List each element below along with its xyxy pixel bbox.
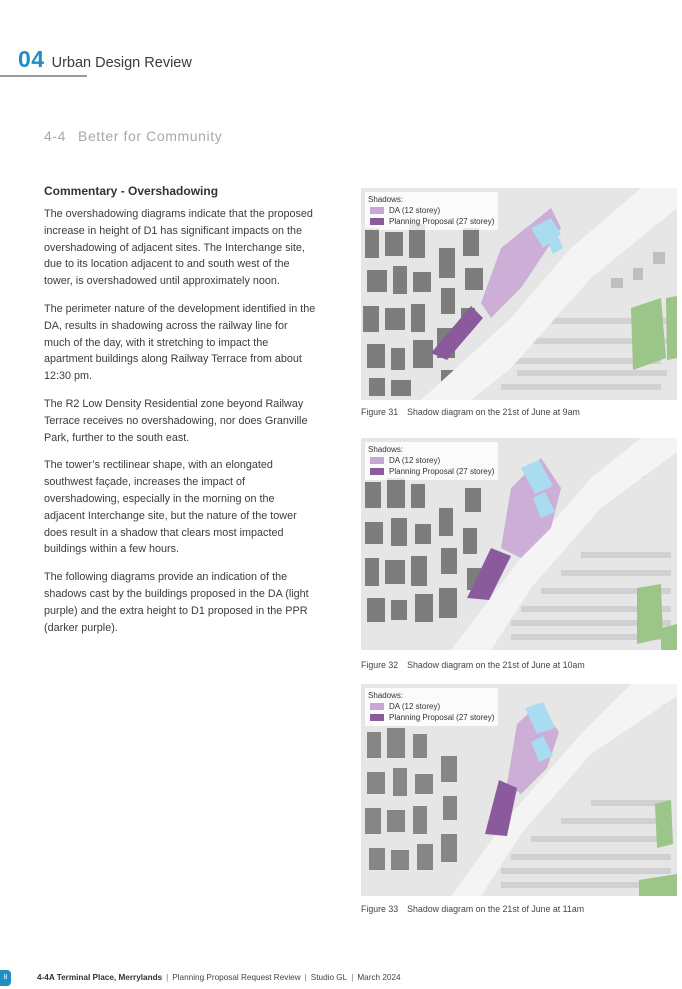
footer-separator: | <box>166 973 169 982</box>
legend-label-pp: Planning Proposal (27 storey) <box>389 713 495 722</box>
footer-author: Studio GL <box>310 973 348 982</box>
legend-title: Shadows: <box>368 195 404 204</box>
legend <box>365 688 498 726</box>
legend-label-da: DA (12 storey) <box>389 206 441 215</box>
legend-item-pp <box>370 466 494 477</box>
shadow-diagram-11am <box>361 684 677 896</box>
legend-title: Shadows: <box>368 445 404 454</box>
footer-separator: | <box>351 973 354 982</box>
footer-date: March 2024 <box>357 973 401 982</box>
figure-caption-text: Shadow diagram on the 21st of June at 11am <box>407 904 585 914</box>
figure-caption <box>361 407 580 417</box>
figure-caption <box>361 660 585 670</box>
legend-item-da <box>370 455 494 466</box>
da-swatch <box>370 457 384 464</box>
commentary-paragraph: The tower’s rectilinear shape, with an elongated southwest façade, increases the impact of overshadowing, especially in the morning on the adjacent Interchange site, but the nature of the tower does result in a shadow that clears most impacted buildings within a few hours. <box>44 459 297 556</box>
subheading-number: 4-4 <box>44 128 67 144</box>
pp-swatch <box>370 218 384 225</box>
legend-item-pp <box>370 216 494 227</box>
legend-label-pp: Planning Proposal (27 storey) <box>389 467 495 476</box>
pp-swatch <box>370 468 384 475</box>
figure-caption <box>361 904 584 914</box>
footer-text <box>37 973 401 982</box>
pp-swatch <box>370 714 384 721</box>
figure-number: Figure 32 <box>361 660 399 670</box>
subheading-title: Better for Community <box>78 128 223 144</box>
legend-item-pp <box>370 712 494 723</box>
shadow-diagram-10am <box>361 438 677 650</box>
legend-title: Shadows: <box>368 691 404 700</box>
commentary-paragraph: The R2 Low Density Residential zone beyond Railway Terrace receives no overshadowing, nor does Granville Park, further to the south east. <box>44 397 308 444</box>
figure-number: Figure 33 <box>361 904 399 914</box>
footer-document: Planning Proposal Request Review <box>172 973 301 982</box>
section-header <box>18 46 192 73</box>
figure-caption-text: Shadow diagram on the 21st of June at 10am <box>407 660 585 670</box>
legend-item-da <box>370 205 494 216</box>
commentary-paragraph: The following diagrams provide an indication of the shadows cast by the buildings proposed in the DA (light purple) and the extra height to D1 proposed in the PPR (darker purple). <box>44 571 309 634</box>
figure-number: Figure 31 <box>361 407 399 417</box>
legend-label-da: DA (12 storey) <box>389 456 441 465</box>
legend-label-da: DA (12 storey) <box>389 702 441 711</box>
commentary-paragraph: The overshadowing diagrams indicate that the proposed increase in height of D1 has significant impacts on the overshadowing of adjacent sites. The Interchange site, due to its location adjacent to and south west of the tower, is overshadowed until approximately noon. <box>44 208 313 288</box>
da-swatch <box>370 703 384 710</box>
shadow-diagram-9am <box>361 188 677 400</box>
footer-separator: | <box>304 973 307 982</box>
legend-label-pp: Planning Proposal (27 storey) <box>389 217 495 226</box>
commentary-paragraph: The perimeter nature of the development identified in the DA, results in shadowing across the railway line for much of the day, with it stretching to impact the apartment buildings along Railway Terrace from about 12:30 pm. <box>44 302 316 383</box>
page-number-tab: 8 <box>0 970 11 986</box>
commentary-title: Commentary - Overshadowing <box>44 184 219 198</box>
header-rule <box>0 75 87 77</box>
page-footer <box>0 970 682 986</box>
legend-item-da <box>370 701 494 712</box>
da-swatch <box>370 207 384 214</box>
footer-project: 4-4A Terminal Place, Merrylands <box>37 973 163 982</box>
legend <box>365 192 498 230</box>
legend <box>365 442 498 480</box>
commentary-column <box>44 184 316 647</box>
section-title: Urban Design Review <box>51 55 192 71</box>
subheading <box>44 128 222 144</box>
figure-caption-text: Shadow diagram on the 21st of June at 9am <box>407 407 580 417</box>
section-number: 04 <box>18 46 45 72</box>
